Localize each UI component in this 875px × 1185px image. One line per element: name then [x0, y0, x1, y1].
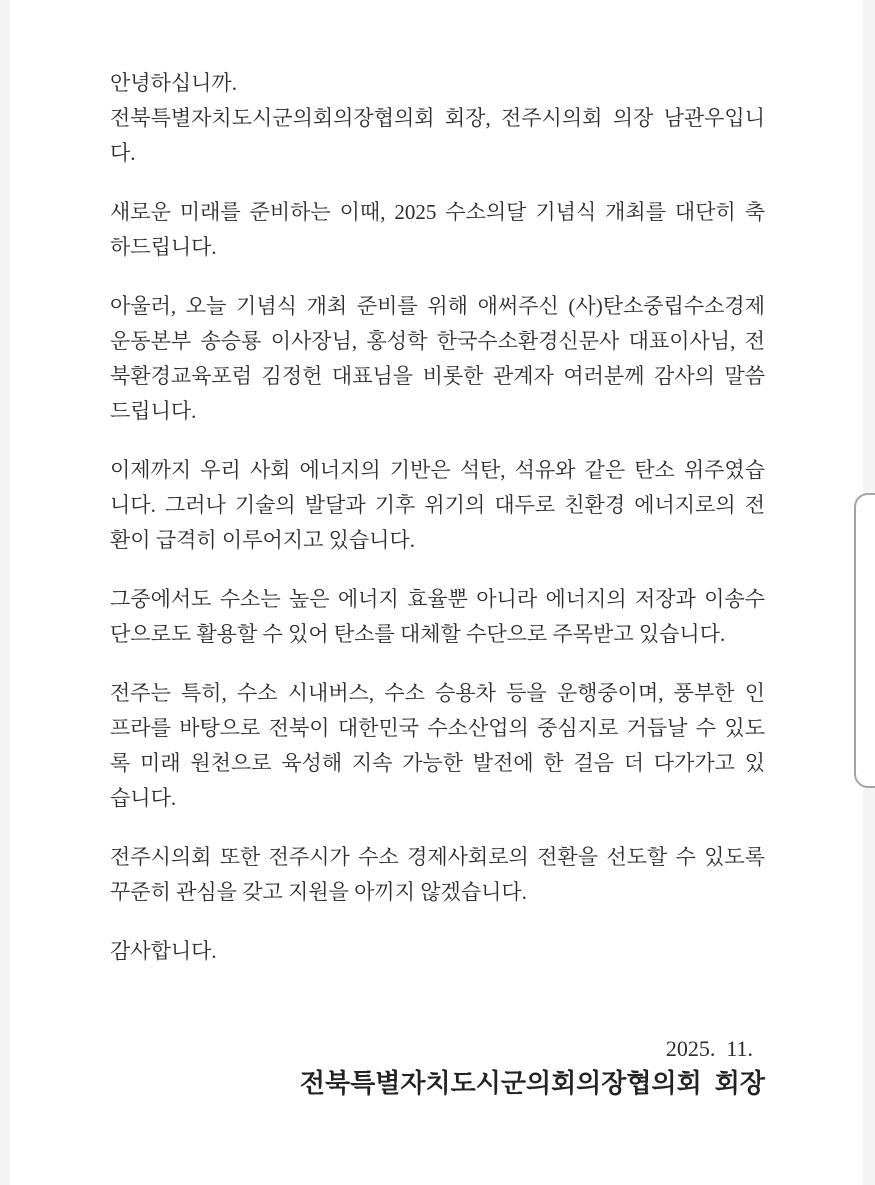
left-gutter	[0, 0, 10, 1185]
paragraph	[110, 195, 765, 265]
paragraph	[110, 582, 765, 652]
paragraph	[110, 289, 765, 429]
document-page	[110, 66, 765, 1101]
text-line: 니다. 그러나 기술의 발달과 기후 위기의 대두로 친환경 에너지로의 전	[110, 493, 765, 517]
text-line: 새로운 미래를 준비하는 이때, 2025 수소의달 기념식 개최를 대단히 축	[110, 200, 765, 224]
text-line: 운동본부 송승룡 이사장님, 홍성학 한국수소환경신문사 대표이사님, 전	[110, 329, 765, 353]
text-line: 안녕하십니까.	[110, 71, 237, 95]
text-line: 드립니다.	[110, 399, 197, 423]
paragraph	[110, 676, 765, 816]
text-line: 프라를 바탕으로 전북이 대한민국 수소산업의 중심지로 거듭날 수 있도	[110, 716, 765, 740]
text-line: 감사합니다.	[110, 939, 217, 963]
text-line: 록 미래 원천으로 육성해 지속 가능한 발전에 한 걸음 더 다가가고 있	[110, 751, 765, 775]
text-line: 전북특별자치도시군의회의장협의회 회장, 전주시의회 의장 남관우입니	[110, 106, 765, 130]
date-line: 2025. 11.	[665, 1036, 753, 1061]
text-line: 이제까지 우리 사회 에너지의 기반은 석탄, 석유와 같은 탄소 위주였습	[110, 458, 765, 482]
paragraph	[110, 840, 765, 910]
scroll-handle[interactable]	[854, 493, 875, 788]
signature-line: 전북특별자치도시군의회의장협의회 회장	[299, 1069, 765, 1098]
text-line: 북환경교육포럼 김정헌 대표님을 비롯한 관계자 여러분께 감사의 말씀	[110, 364, 765, 388]
signature-block	[110, 1031, 765, 1101]
text-line: 전주시의회 또한 전주시가 수소 경제사회로의 전환을 선도할 수 있도록	[110, 845, 765, 869]
paragraph	[110, 453, 765, 558]
text-line: 아울러, 오늘 기념식 개최 준비를 위해 애써주신 (사)탄소중립수소경제	[110, 294, 765, 318]
text-line: 꾸준히 관심을 갖고 지원을 아끼지 않겠습니다.	[110, 880, 527, 904]
text-line: 전주는 특히, 수소 시내버스, 수소 승용차 등을 운행중이며, 풍부한 인	[110, 681, 765, 705]
paragraph	[110, 934, 765, 969]
text-line: 그중에서도 수소는 높은 에너지 효율뿐 아니라 에너지의 저장과 이송수	[110, 587, 765, 611]
text-line: 단으로도 활용할 수 있어 탄소를 대체할 수단으로 주목받고 있습니다.	[110, 622, 726, 646]
text-line: 다.	[110, 141, 136, 165]
text-line: 습니다.	[110, 786, 177, 810]
text-line: 하드립니다.	[110, 235, 217, 259]
paragraph	[110, 66, 765, 171]
text-line: 환이 급격히 이루어지고 있습니다.	[110, 528, 416, 552]
